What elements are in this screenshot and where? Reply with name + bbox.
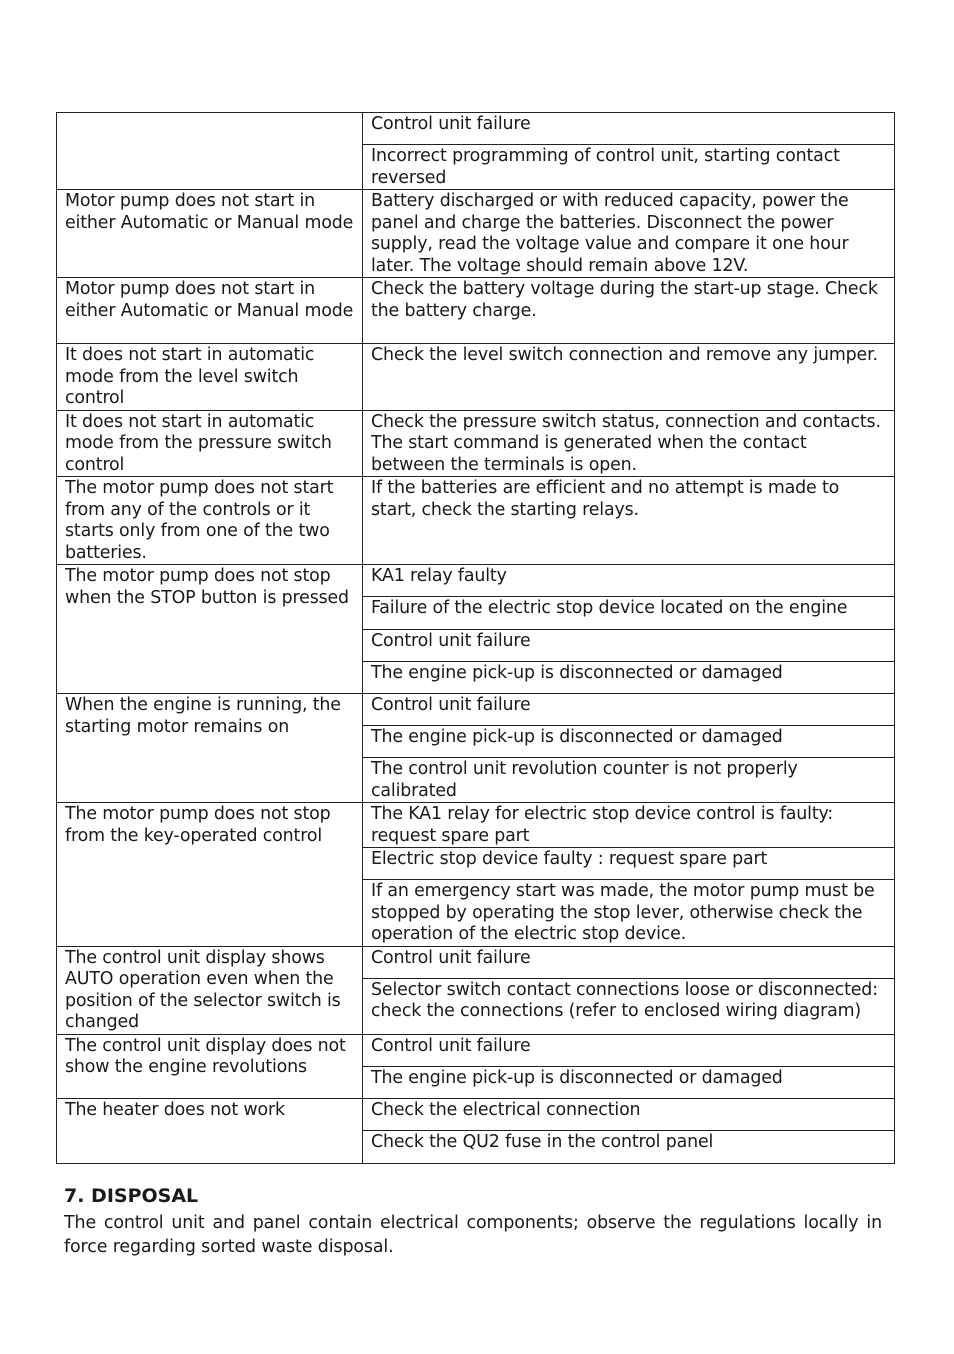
table-row [57,1034,895,1066]
problem-cell: It does not start in automatic mode from the level switch control [57,344,363,411]
table-row [57,344,895,411]
remedy-cell: The KA1 relay for electric stop device control is faulty: request spare part [363,803,895,848]
remedy-cell: Control unit failure [363,694,895,726]
troubleshooting-table [56,112,895,1164]
problem-cell: When the engine is running, the starting motor remains on [57,694,363,803]
problem-cell: The motor pump does not stop when the STOP button is pressed [57,565,363,694]
problem-cell [57,113,363,190]
problem-cell: The control unit display does not show the engine revolutions [57,1034,363,1098]
remedy-cell: Selector switch contact connections loose or disconnected: check the connections (refer to enclosed wiring diagram) [363,978,895,1034]
problem-cell: Motor pump does not start in either Automatic or Manual mode [57,278,363,344]
remedy-cell: The control unit revolution counter is not properly calibrated [363,758,895,803]
remedy-cell: If the batteries are efficient and no attempt is made to start, check the starting relays. [363,477,895,565]
problem-cell: The heater does not work [57,1098,363,1163]
section-title: 7. DISPOSAL [64,1185,199,1207]
problem-cell: It does not start in automatic mode from the pressure switch control [57,410,363,477]
table-row [57,1098,895,1130]
table-row [57,477,895,565]
remedy-cell: Battery discharged or with reduced capacity, power the panel and charge the batteries. Disconnect the power supply, read the voltage value and compare it one hour later. The voltage should remain above 12V. [363,190,895,278]
remedy-cell: Control unit failure [363,113,895,145]
remedy-cell: Check the battery voltage during the start-up stage. Check the battery charge. [363,278,895,344]
remedy-cell: The engine pick-up is disconnected or damaged [363,662,895,694]
table-row [57,113,895,145]
problem-cell: The motor pump does not stop from the key-operated control [57,803,363,947]
remedy-cell: The engine pick-up is disconnected or damaged [363,726,895,758]
remedy-cell: Control unit failure [363,946,895,978]
troubleshooting-table-body [57,113,895,1164]
table-row [57,694,895,726]
remedy-cell: Failure of the electric stop device located on the engine [363,597,895,630]
remedy-cell: Check the level switch connection and remove any jumper. [363,344,895,411]
remedy-cell: The engine pick-up is disconnected or damaged [363,1066,895,1098]
problem-cell: Motor pump does not start in either Automatic or Manual mode [57,190,363,278]
remedy-cell: Control unit failure [363,1034,895,1066]
problem-cell: The motor pump does not start from any of the controls or it starts only from one of the two batteries. [57,477,363,565]
table-row [57,410,895,477]
remedy-cell: Check the pressure switch status, connection and contacts. The start command is generated when the contact between the terminals is open. [363,410,895,477]
remedy-cell: Incorrect programming of control unit, starting contact reversed [363,145,895,190]
section-body: The control unit and panel contain electrical components; observe the regulations locally in force regarding sorted waste disposal. [64,1213,882,1257]
remedy-cell: Check the electrical connection [363,1098,895,1130]
remedy-cell: KA1 relay faulty [363,565,895,597]
table-row [57,803,895,848]
table-row [57,278,895,344]
table-row [57,946,895,978]
remedy-cell: Electric stop device faulty : request spare part [363,848,895,880]
remedy-cell: Control unit failure [363,630,895,662]
remedy-cell: Check the QU2 fuse in the control panel [363,1130,895,1163]
problem-cell: The control unit display shows AUTO operation even when the position of the selector switch is changed [57,946,363,1034]
remedy-cell: If an emergency start was made, the motor pump must be stopped by operating the stop lever, otherwise check the operation of the electric stop device. [363,880,895,947]
table-row [57,565,895,597]
table-row [57,190,895,278]
